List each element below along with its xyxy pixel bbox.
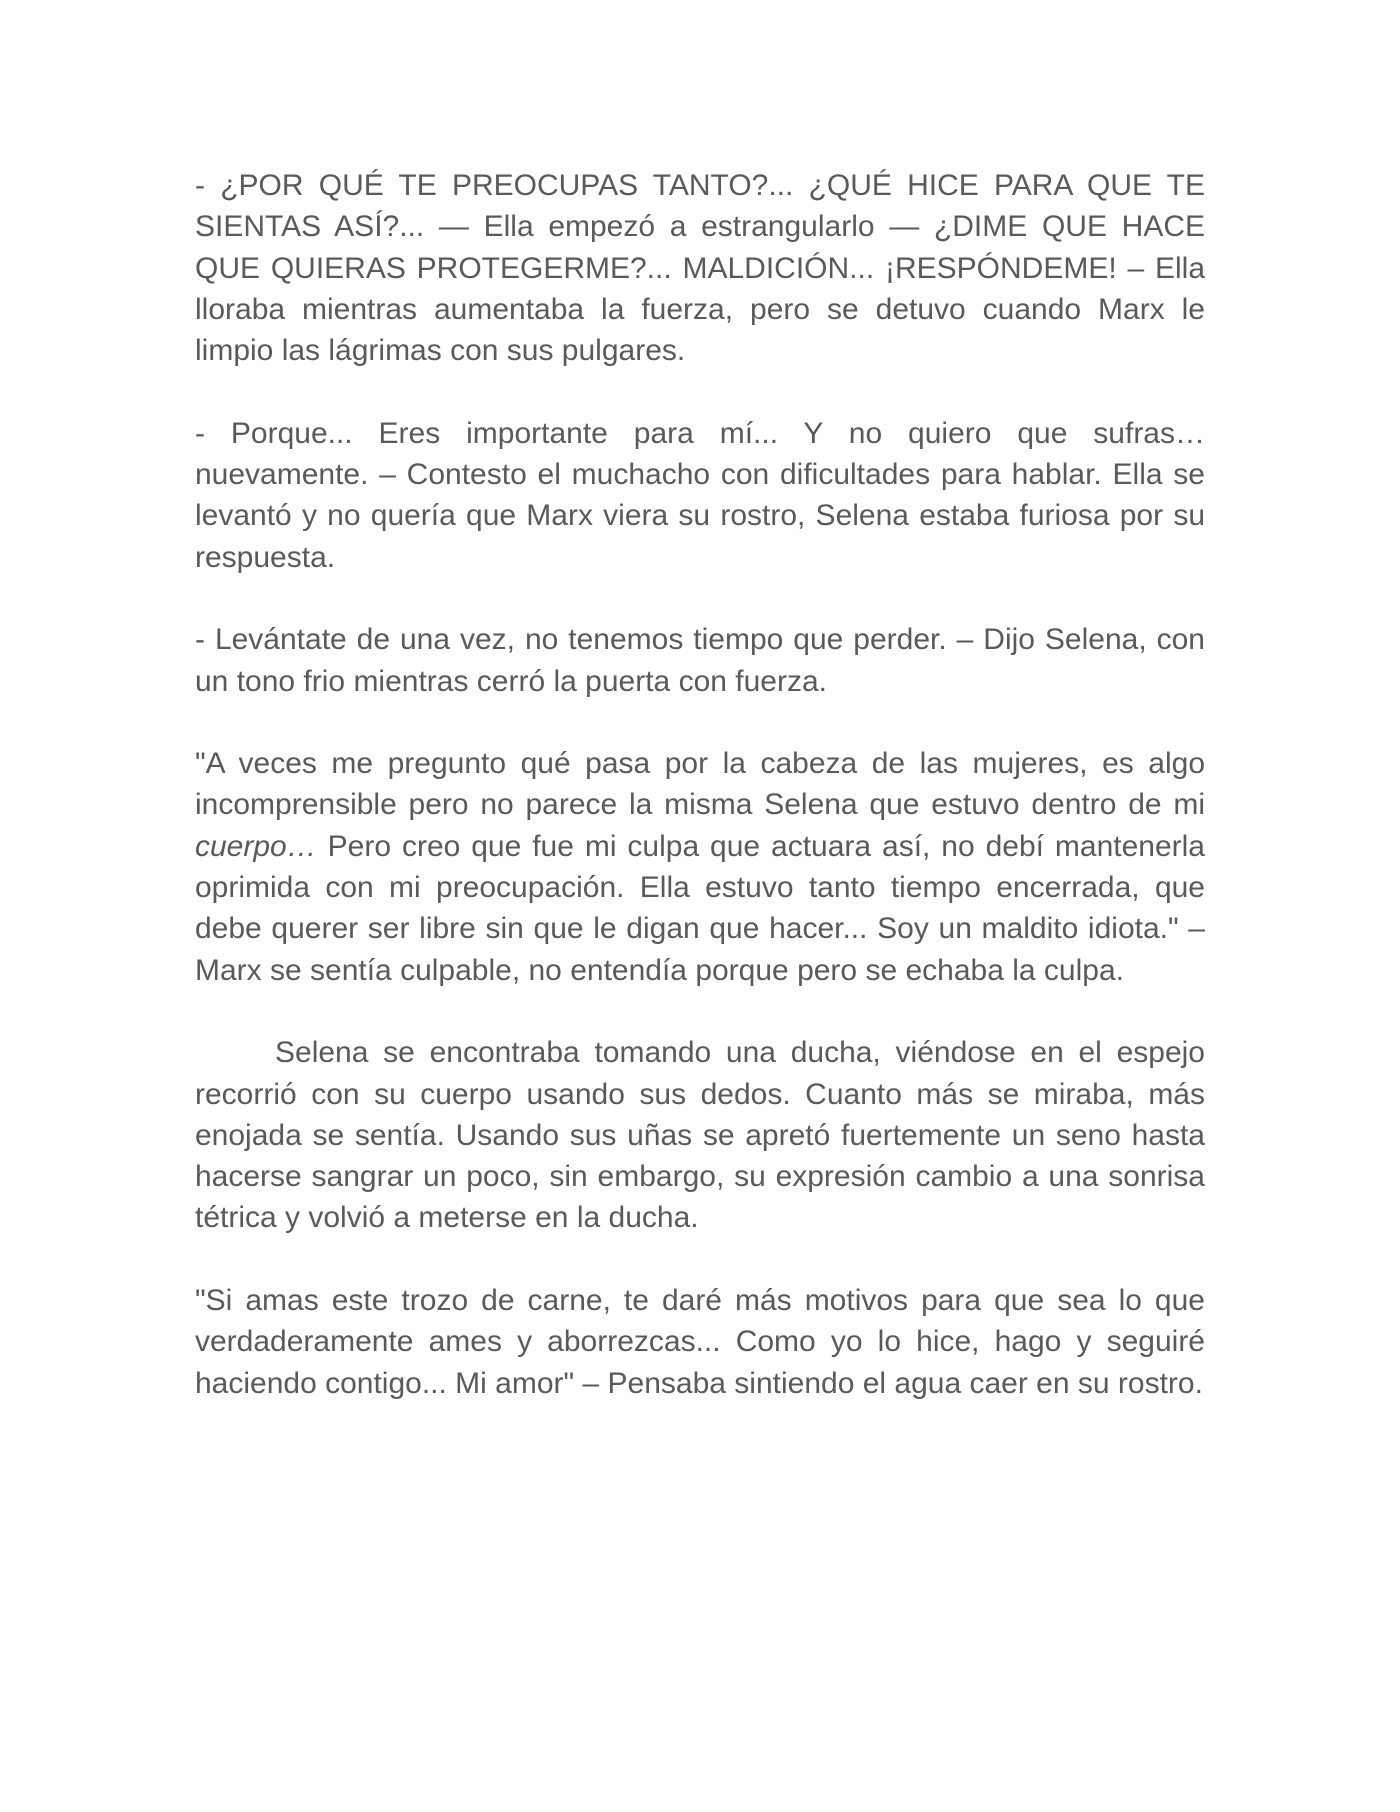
paragraph-3: - Levántate de una vez, no tenemos tiempo que perder. – Dijo Selena, con un tono frio mientras cerró la puerta con fuerza. bbox=[195, 623, 1205, 698]
paragraph-4 bbox=[195, 743, 1205, 991]
paragraph-4-text-a: "A veces me pregunto qué pasa por la cabeza de las mujeres, es algo incomprensible pero no parece la misma Selena que estuvo dentro de mi bbox=[195, 747, 1205, 822]
paragraph-4-text-b: Pero creo que fue mi culpa que actuara así, no debí mantenerla oprimida con mi preocupación. Ella estuvo tanto tiempo encerrada, que debe querer ser libre sin que le digan que hacer... Soy un maldito idiota." – Marx se sentía culpable, no entendía porque pero se echaba la culpa. bbox=[195, 829, 1205, 987]
document-page bbox=[195, 165, 1205, 1445]
paragraph-6: "Si amas este trozo de carne, te daré más motivos para que sea lo que verdaderamente ames y aborrezcas... Como yo lo hice, hago y seguiré haciendo contigo... Mi amor" – Pensaba sintiendo el agua caer en su rostro. bbox=[195, 1284, 1205, 1400]
paragraph-1: - ¿POR QUÉ TE PREOCUPAS TANTO?... ¿QUÉ HICE PARA QUE TE SIENTAS ASÍ?... — Ella empezó a estrangularlo — ¿DIME QUE HACE QUE QUIERAS PROTEGERME?... MALDICIÓN... ¡RESPÓNDEME! – Ella lloraba mientras aumentaba la fuerza, pero se detuvo cuando Marx le limpio las lágrimas con sus pulgares. bbox=[195, 169, 1205, 368]
paragraph-5: Selena se encontraba tomando una ducha, viéndose en el espejo recorrió con su cuerpo usando sus dedos. Cuanto más se miraba, más enojada se sentía. Usando sus uñas se apretó fuertemente un seno hasta hacerse sangrar un poco, sin embargo, su expresión cambio a una sonrisa tétrica y volvió a meterse en la ducha. bbox=[195, 1036, 1205, 1235]
paragraph-4-italic-word: cuerpo… bbox=[195, 829, 317, 863]
paragraph-2: - Porque... Eres importante para mí... Y no quiero que sufras… nuevamente. – Contesto el muchacho con dificultades para hablar. Ella se levantó y no quería que Marx viera su rostro, Selena estaba furiosa por su respuesta. bbox=[195, 416, 1205, 574]
